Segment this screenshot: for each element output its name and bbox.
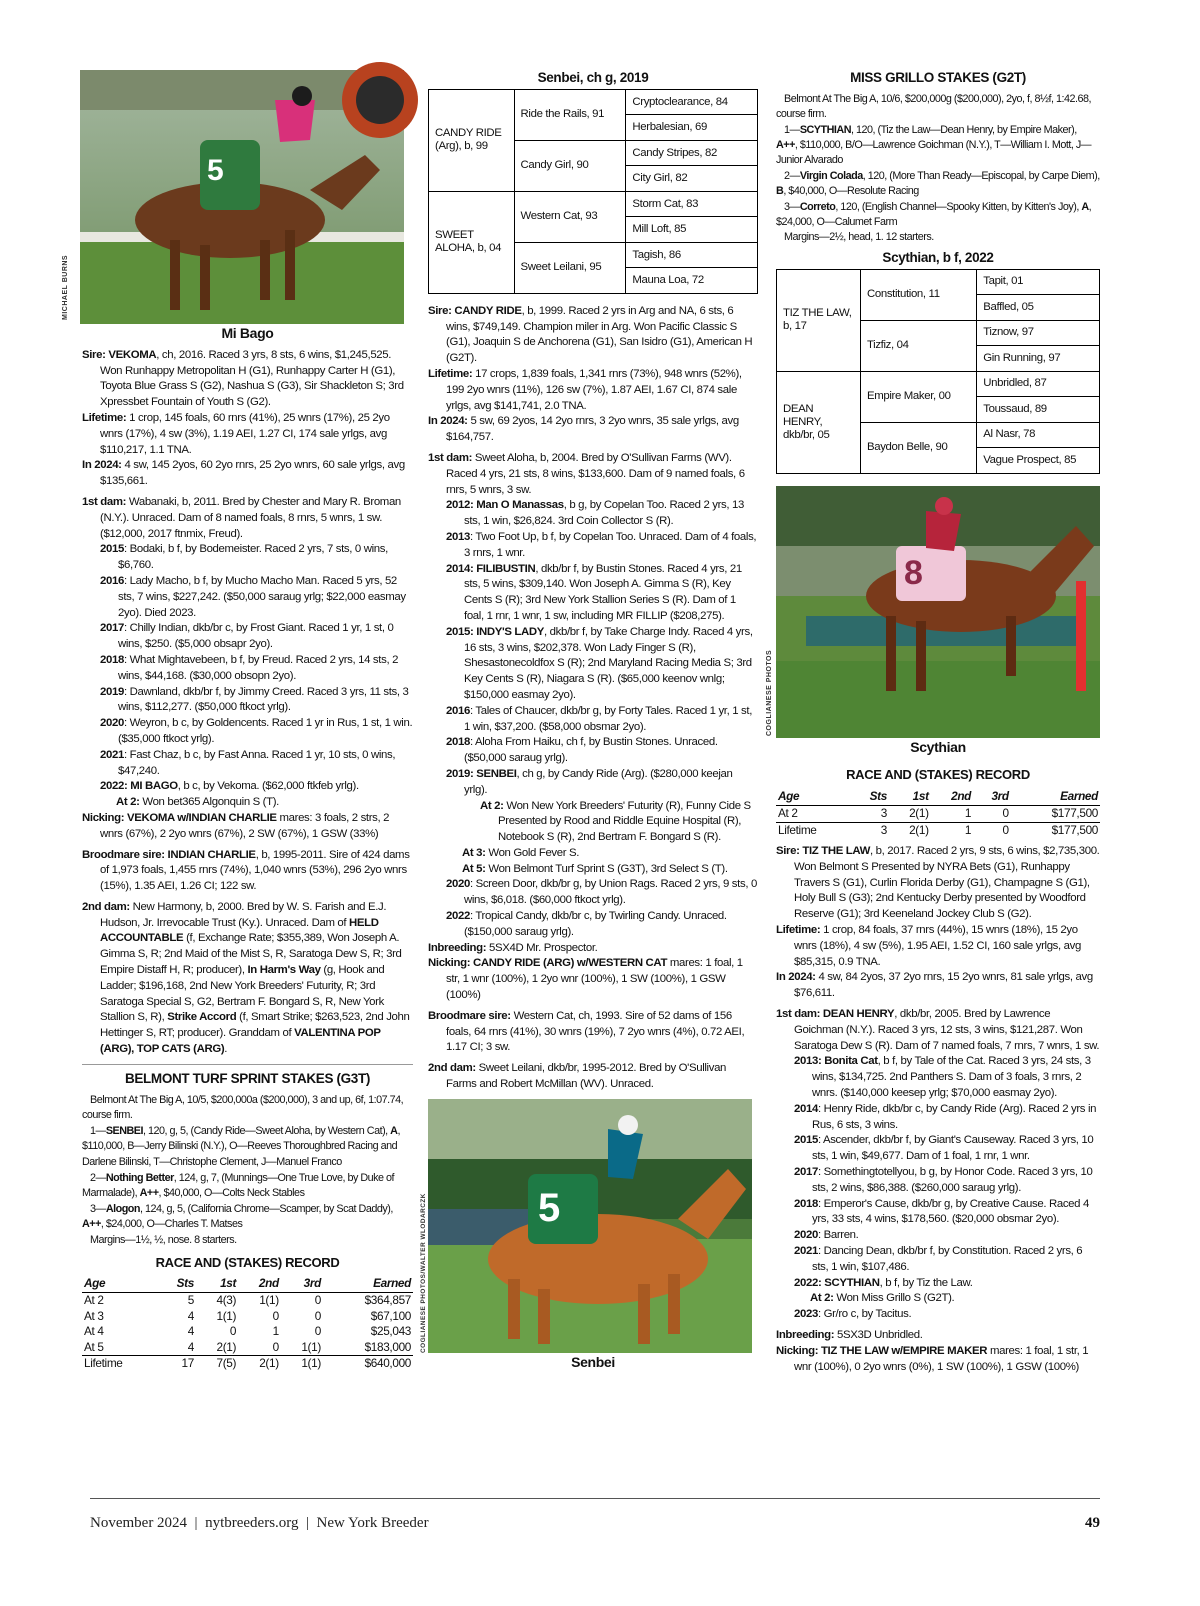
- svg-text:5: 5: [207, 154, 224, 187]
- race-finisher: 1—SENBEI, 120, g, 5, (Candy Ride—Sweet Aloha, by Western Cat), A, $110,000, B—Jerry Bilinski (N.Y.), O—Reeves Thoroughbred Racing and Darlene Bilinski, T—Christophe Clement, J—Manuel Franco: [82, 1124, 400, 1169]
- pedigree-cell: Baydon Belle, 90: [860, 422, 976, 473]
- race-record-table: [776, 789, 1100, 838]
- foal-entry: 2021: Fast Chaz, b c, by Fast Anna. Raced 1 yr, 10 sts, 0 wins, $47,240.: [100, 748, 396, 777]
- broodmare-sire-paragraph: Broodmare sire: INDIAN CHARLIE, b, 1995-2011. Sire of 424 dams of 1,973 foals, 1,455 rnrs (74%), 1,040 wnrs (53%), 296 2yo wnrs (15%), 1.35 AEI, 1.26 CI; 122 sw.: [82, 848, 410, 893]
- race-title: BELMONT TURF SPRINT STAKES (G3T): [124, 1070, 371, 1086]
- pedigree-dam: SWEET ALOHA, b, 04: [429, 191, 515, 293]
- pedigree-cell: Vague Prospect, 85: [977, 448, 1100, 474]
- pedigree-cell: Al Nasr, 78: [977, 422, 1100, 448]
- table-row: At 2 3 2(1) 1 0 $177,500: [778, 806, 1098, 821]
- table-row: At 2 5 4(3) 1(1) 0 $364,857: [84, 1293, 411, 1308]
- foal-entry: 2020: Screen Door, dkb/br g, by Union Rags. Raced 2 yrs, 9 sts, 0 wins, $6,018. ($60,000 ftkoct yrlg).: [446, 878, 757, 907]
- photo-credit: COGLIANESE PHOTOS: [766, 649, 773, 736]
- pedigree-cell: Tizfiz, 04: [860, 320, 976, 371]
- pedigree-cell: Unbridled, 87: [977, 371, 1100, 397]
- pedigree-cell: Storm Cat, 83: [626, 191, 758, 217]
- race-finisher: 1—SCYTHIAN, 120, (Tiz the Law—Dean Henry, by Empire Maker), A++, $110,000, B/O—Lawrence Goichman (N.Y.), T—William I. Mott, J—Junior Alvarado: [776, 123, 1092, 167]
- at-5-line: At 5: Won Belmont Turf Sprint S (G3T), 3rd Select S (T).: [462, 862, 728, 875]
- foal-entry: 2018: What Mightavebeen, b f, by Freud. Raced 2 yrs, 14 sts, 2 wins, $44,168. ($30,000 obsopn 2yo).: [100, 653, 399, 682]
- pedigree-sire: CANDY RIDE (Arg), b, 99: [429, 89, 515, 191]
- sire-paragraph: Sire: CANDY RIDE, b, 1999. Raced 2 yrs in Arg and NA, 6 sts, 6 wins, $749,149. Champion miler in Arg. Won Pacific Classic S (G1), Joaquin S de Anchorena (G1), San Isidro (G1), American H (G2T).: [428, 304, 753, 365]
- at-3-line: At 3: Won Gold Fever S.: [462, 846, 580, 859]
- at-2-line: At 2: Won New York Breeders' Futurity (R), Funny Cide S Presented by Rood and Riddle Equine Hospital (R), Notebook S (R), 2nd Bertram F. Bongard S (R).: [480, 799, 751, 844]
- first-dam-paragraph: 1st dam: DEAN HENRY, dkb/br, 2005. Bred by Lawrence Goichman (N.Y.). Raced 3 yrs, 12 sts, 3 wins, $121,287. Won Saratoga Dew S (R). Dam of 7 named foals, 7 rnrs, 7 wnrs, 1 sw.: [776, 1008, 1100, 1052]
- race-finisher: 3—Alogon, 124, g, 5, (California Chrome—Scamper, by Scat Daddy), A++, $24,000, O—Charles T. Matses: [82, 1202, 393, 1231]
- lifetime-paragraph: Lifetime: 1 crop, 84 foals, 37 rnrs (44%), 15 wnrs (18%), 15 2yo wnrs (18%), 4 sw (5%), 1.95 AEI, 1.52 CI, 160 sale yrlgs, avg $85,315, 0.9 TNA.: [776, 924, 1081, 968]
- pedigree-cell: Constitution, 11: [860, 269, 976, 320]
- pedigree-title: Senbei, ch g, 2019: [537, 70, 649, 85]
- foal-entry: 2018: Aloha From Haiku, ch f, by Bustin Stones. Unraced. ($50,000 saraug yrlg).: [446, 736, 718, 765]
- footer-rule: [90, 1498, 1100, 1499]
- pedigree-cell: City Girl, 82: [626, 166, 758, 192]
- inbreeding-paragraph: Inbreeding: 5SX4D Mr. Prospector.: [428, 941, 598, 954]
- pedigree-cell: Candy Girl, 90: [514, 140, 626, 191]
- sire-paragraph: Sire: VEKOMA, ch, 2016. Raced 3 yrs, 8 sts, 6 wins, $1,245,525. Won Runhappy Metropolitan H (G1), Runhappy Carter H (G1), Toyota Blue Grass S (G2), Nashua S (G3), Sir Shackleton S; 3rd Xpressbet Fountain of Youth S (G2).: [82, 348, 404, 409]
- senbei-photo: [420, 1099, 752, 1353]
- pedigree-cell: Cryptoclearance, 84: [626, 89, 758, 115]
- photo-credit: MICHAEL BURNS: [62, 254, 69, 320]
- column-2: [420, 70, 758, 1377]
- svg-text:8: 8: [904, 553, 923, 592]
- record-title: RACE AND (STAKES) RECORD: [846, 767, 1030, 783]
- mi-bago-photo: [62, 70, 404, 324]
- footer-publication: November 2024 | nytbreeders.org | New York Breeder: [90, 1515, 429, 1531]
- pedigree-title: Scythian, b f, 2022: [882, 249, 994, 265]
- foal-entry: 2015: INDY'S LADY, dkb/br f, by Take Charge Indy. Raced 4 yrs, 16 sts, 3 wins, $202,378. Won Lady Finger S (R), Shesastonecoldfox S (R); 2nd Maryland Racing Media S; 3rd Key Cents S (R), Niagara S (R). ($65,000 keenov wnlg; $150,000 easmay 2yo).: [446, 625, 753, 701]
- pedigree-cell: Tagish, 86: [626, 242, 758, 268]
- nicking-paragraph: Nicking: VEKOMA w/INDIAN CHARLIE mares: 3 foals, 2 strs, 2 wnrs (67%), 2 2yo wnrs (67%), 2 SW (67%), 1 GSW (33%): [82, 811, 390, 840]
- in-2024-paragraph: In 2024: 4 sw, 145 2yos, 60 2yo rnrs, 25 2yo wnrs, 60 sale yrlgs, avg $135,661.: [82, 459, 405, 488]
- foal-entry: 2019: Dawnland, dkb/br f, by Jimmy Creed. Raced 3 yrs, 11 sts, 3 wins, $112,277. ($50,000 ftkoct yrlg).: [100, 685, 409, 714]
- lifetime-paragraph: Lifetime: 1 crop, 145 foals, 60 rnrs (41%), 25 wnrs (17%), 25 2yo wnrs (17%), 4 sw (3%), 1.19 AEI, 1.27 CI, 174 sale yrlgs, avg $110,217, 1.1 TNA.: [82, 411, 390, 456]
- photo-caption: Mi Bago: [221, 325, 274, 341]
- nicking-paragraph: Nicking: CANDY RIDE (ARG) w/WESTERN CAT mares: 1 foal, 1 str, 1 wnr (100%), 1 2yo wnr (100%), 1 SW (100%), 1 GSW (100%): [428, 957, 743, 1002]
- foal-entry: 2012: Man O Manassas, b g, by Copelan Too. Raced 2 yrs, 13 sts, 1 win, $26,824. 3rd Coin Collector S (R).: [446, 499, 744, 528]
- first-dam-paragraph: 1st dam: Wabanaki, b, 2011. Bred by Chester and Mary R. Broman (N.Y.). Unraced. Dam of 8 named foals, 8 rnrs, 5 wnrs, 1 sw. ($12,000, 2017 ftnmix, Freud).: [82, 495, 401, 540]
- foal-entry: 2014: Henry Ride, dkb/br c, by Candy Ride (Arg). Raced 2 yrs in Rus, 6 sts, 3 wins.: [794, 1102, 1097, 1131]
- pedigree-cell: Gin Running, 97: [977, 346, 1100, 372]
- pedigree-cell: Toussaud, 89: [977, 397, 1100, 423]
- foal-entry: 2013: Two Foot Up, b f, by Copelan Too. Unraced. Dam of 4 foals, 3 rnrs, 1 wnr.: [446, 530, 757, 559]
- table-row: At 5 4 2(1) 0 1(1) $183,000: [84, 1339, 411, 1354]
- race-finisher: 2—Virgin Colada, 120, (More Than Ready—Episcopal, by Carpe Diem), B, $40,000, O—Resolute Racing: [776, 169, 1100, 198]
- race-photo-image: [80, 70, 404, 324]
- foal-entry: 2015: Ascender, dkb/br f, by Giant's Causeway. Raced 3 yrs, 10 sts, 1 win, $49,677. Dam of 1 foal, 1 rnr, 1 wnr.: [794, 1134, 1094, 1163]
- race-record-table: [82, 1276, 413, 1371]
- race-margins: Margins—1½, ½, nose. 8 starters.: [90, 1234, 237, 1246]
- page-number: 49: [1085, 1515, 1100, 1531]
- first-dam-paragraph: 1st dam: Sweet Aloha, b, 2004. Bred by O'Sullivan Farms (WV). Raced 4 yrs, 21 sts, 8 wins, $133,600. Dam of 9 named foals, 6 rnrs, 5 wnrs, 3 sw.: [428, 451, 745, 496]
- pedigree-cell: Baffled, 05: [977, 295, 1100, 321]
- broodmare-sire-paragraph: Broodmare sire: Western Cat, ch, 1993. Sire of 52 dams of 156 foals, 64 rnrs (41%), 30 wnrs (19%), 7 2yo wnrs (4%), 0.72 AEI, 1.17 CI; 3 sw.: [428, 1009, 745, 1054]
- at-2-line: At 2: Won bet365 Algonquin S (T).: [116, 796, 279, 809]
- pedigree-cell: Ride the Rails, 91: [514, 89, 626, 140]
- race-photo-image: [428, 1099, 752, 1353]
- race-intro: Belmont At The Big A, 10/6, $200,000g ($200,000), 2yo, f, 8½f, 1:42.68, course firm.: [776, 92, 1092, 121]
- foal-entry: 2013: Bonita Cat, b f, by Tale of the Cat. Raced 3 yrs, 24 sts, 3 wins, $134,725. 2nd Panthers S. Dam of 3 foals, 3 rnrs, 2 wnrs. ($140,000 keesep yrlg; $70,000 easmay 2yo).: [794, 1055, 1091, 1099]
- pedigree-cell: Candy Stripes, 82: [626, 140, 758, 166]
- foal-entry: 2018: Emperor's Cause, dkb/br g, by Creative Cause. Raced 4 yrs, 33 sts, 4 wins, $178,560. ($20,000 obsmar 2yo).: [794, 1197, 1089, 1226]
- table-row-lifetime: Lifetime 3 2(1) 1 0 $177,500: [778, 822, 1098, 837]
- svg-text:5: 5: [538, 1185, 560, 1230]
- table-row-lifetime: Lifetime 17 7(5) 2(1) 1(1) $640,000: [84, 1356, 411, 1371]
- foal-entry: 2016: Lady Macho, b f, by Mucho Macho Man. Raced 5 yrs, 52 sts, 7 wins, $227,242. ($50,000 saraug yrlg; $22,000 easmay 2yo). Died 2023.: [100, 574, 406, 619]
- table-row: At 3 4 1(1) 0 0 $67,100: [84, 1308, 411, 1323]
- race-title: MISS GRILLO STAKES (G2T): [850, 70, 1026, 85]
- pedigree-cell: Herbalesian, 69: [626, 115, 758, 141]
- photo-caption: Senbei: [571, 1353, 615, 1370]
- table-header-row: Age Sts 1st 2nd 3rd Earned: [776, 789, 1100, 805]
- foal-entry: 2015: Bodaki, b f, by Bodemeister. Raced 2 yrs, 7 sts, 0 wins, $6,760.: [100, 543, 388, 572]
- scythian-photo: [766, 486, 1100, 738]
- pedigree-cell: Tapit, 01: [977, 269, 1100, 295]
- pedigree-cell: Empire Maker, 00: [860, 371, 976, 422]
- pedigree-table: [428, 89, 758, 294]
- lifetime-paragraph: Lifetime: 17 crops, 1,839 foals, 1,341 rnrs (73%), 948 wnrs (52%), 199 2yo wnrs (11%), 126 sw (7%), 1.87 AEI, 1.67 CI, 874 sale yrlgs, avg $141,741, 2.0 TNA.: [428, 367, 742, 412]
- pedigree-cell: Western Cat, 93: [514, 191, 626, 242]
- race-intro: Belmont At The Big A, 10/5, $200,000a ($200,000), 3 and up, 6f, 1:07.74, course firm.: [82, 1093, 404, 1122]
- pedigree-cell: Tiznow, 97: [977, 320, 1100, 346]
- race-margins: Margins—2½, head, 1. 12 starters.: [784, 231, 934, 244]
- foal-entry: 2019: SENBEI, ch g, by Candy Ride (Arg). ($280,000 keejan yrlg).: [446, 767, 733, 796]
- foal-entry: 2020: Weyron, b c, by Goldencents. Raced 1 yr in Rus, 1 st, 1 win. ($35,000 ftkoct yrlg).: [100, 717, 413, 745]
- nicking-paragraph: Nicking: TIZ THE LAW w/EMPIRE MAKER mares: 1 foal, 1 str, 1 wnr (100%), 0 2yo wnrs (0%), 1 SW (100%), 1 GSW (100%): [776, 1344, 1089, 1373]
- in-2024-paragraph: In 2024: 4 sw, 84 2yos, 37 2yo rnrs, 15 2yo wnrs, 81 sale yrlgs, avg $76,611.: [776, 971, 1093, 1000]
- foal-entry: 2017: Somethingtotellyou, b g, by Honor Code. Raced 3 yrs, 10 sts, 2 wins, $86,388. ($260,000 saraug yrlg).: [794, 1165, 1093, 1194]
- record-title: RACE AND (STAKES) RECORD: [155, 1254, 340, 1270]
- pedigree-sire: TIZ THE LAW, b, 17: [777, 269, 861, 371]
- foal-entry: 2022: Tropical Candy, dkb/br c, by Twirling Candy. Unraced. ($150,000 saraug yrlg).: [446, 910, 727, 938]
- column-3: [766, 70, 1100, 1375]
- table-header-row: Age Sts 1st 2nd 3rd Earned: [82, 1276, 413, 1292]
- foal-entry: 2023: Gr/ro c, by Tacitus.: [794, 1308, 912, 1321]
- in-2024-paragraph: In 2024: 5 sw, 69 2yos, 14 2yo rnrs, 3 2yo wnrs, 35 sale yrlgs, avg $164,757.: [428, 415, 739, 444]
- foal-entry: 2021: Dancing Dean, dkb/br f, by Constitution. Raced 2 yrs, 6 sts, 1 win, $107,486.: [794, 1244, 1083, 1273]
- race-photo-image: [776, 486, 1100, 738]
- second-dam-paragraph: 2nd dam: New Harmony, b, 2000. Bred by W. S. Farish and E.J. Hudson, Jr. Irrevocable Trust (Ky.). Unraced. Dam of HELD ACCOUNTABLE (f, Exchange Rate; $355,389, Won Joseph A. Gimma S, R; 2nd Maid of the Mist S, R, Saratoga Dew S, R; 3rd Empire Distaff H, R; producer), In Harm's Way (g, Hook and Ladder; $196,168, 2nd New York Breeders' Futurity, R; 3rd Saratoga Special S, G2, Bertram F. Bongard S, R, New York Stallion S, R), Strike Accord (f, Smart Strike; $263,523, 2nd John Hettinger S, RT; producer). Granddam of VALENTINA POP (ARG), TOP CATS (ARG).: [82, 900, 410, 1056]
- pedigree-dam: DEAN HENRY, dkb/br, 05: [777, 371, 861, 473]
- foal-entry: 2016: Tales of Chaucer, dkb/br g, by Forty Tales. Raced 1 yr, 1 st, 1 win, $37,200. ($58,000 obsmar 2yo).: [446, 704, 753, 733]
- foal-entry: 2022: MI BAGO, b c, by Vekoma. ($62,000 ftkfeb yrlg).: [100, 780, 359, 793]
- pedigree-cell: Sweet Leilani, 95: [514, 242, 626, 293]
- pedigree-table: [776, 269, 1100, 474]
- table-row: At 4 4 0 1 0 $25,043: [84, 1324, 411, 1339]
- column-1: [62, 70, 413, 1372]
- foal-entry: 2014: FILIBUSTIN, dkb/br f, by Bustin Stones. Raced 4 yrs, 21 sts, 5 wins, $309,140. Won Joseph A. Gimma S (R), Key Cents S (R); 3rd New York Stallion Series S (R). Dam of 1 foal, 1 rnr, 1 wnr, 1 sw, including MR FILLIP ($208,275).: [446, 562, 742, 622]
- race-finisher: 3—Correto, 120, (English Channel—Spooky Kitten, by Kitten's Joy), A, $24,000, O—Calumet Farm: [776, 200, 1092, 229]
- foal-entry: 2022: SCYTHIAN, b f, by Tiz the Law.: [794, 1276, 973, 1289]
- foal-entry: 2020: Barren.: [794, 1229, 859, 1242]
- sire-paragraph: Sire: TIZ THE LAW, b, 2017. Raced 2 yrs, 9 sts, 6 wins, $2,735,300. Won Belmont S Presented by NYRA Bets (G1), Runhappy Travers S (G1), Curlin Florida Derby (G1), Champagne S (G1), Holy Bull S (G3); 2nd Kentucky Derby presented by Woodford Reserve (G1); 3rd Keeneland Jockey Club S (G2).: [776, 845, 1100, 921]
- pedigree-cell: Mauna Loa, 72: [626, 268, 758, 294]
- photo-caption: Scythian: [910, 738, 966, 755]
- inbreeding-paragraph: Inbreeding: 5SX3D Unbridled.: [776, 1328, 923, 1341]
- at-2-line: At 2: Won Miss Grillo S (G2T).: [810, 1292, 955, 1305]
- pedigree-cell: Mill Loft, 85: [626, 217, 758, 243]
- photo-credit: COGLIANESE PHOTOS/WALTER WLODARCZK: [420, 1193, 427, 1353]
- foal-entry: 2017: Chilly Indian, dkb/br c, by Frost Giant. Raced 1 yr, 1 st, 0 wins, $250. ($5,000 obsapr 2yo).: [100, 622, 394, 651]
- second-dam-paragraph: 2nd dam: Sweet Leilani, dkb/br, 1995-2012. Bred by O'Sullivan Farms and Robert McMillan (WV). Unraced.: [428, 1062, 727, 1091]
- race-finisher: 2—Nothing Better, 124, g, 7, (Munnings—One True Love, by Duke of Marmalade), A++, $40,000, O—Colts Neck Stables: [82, 1171, 395, 1200]
